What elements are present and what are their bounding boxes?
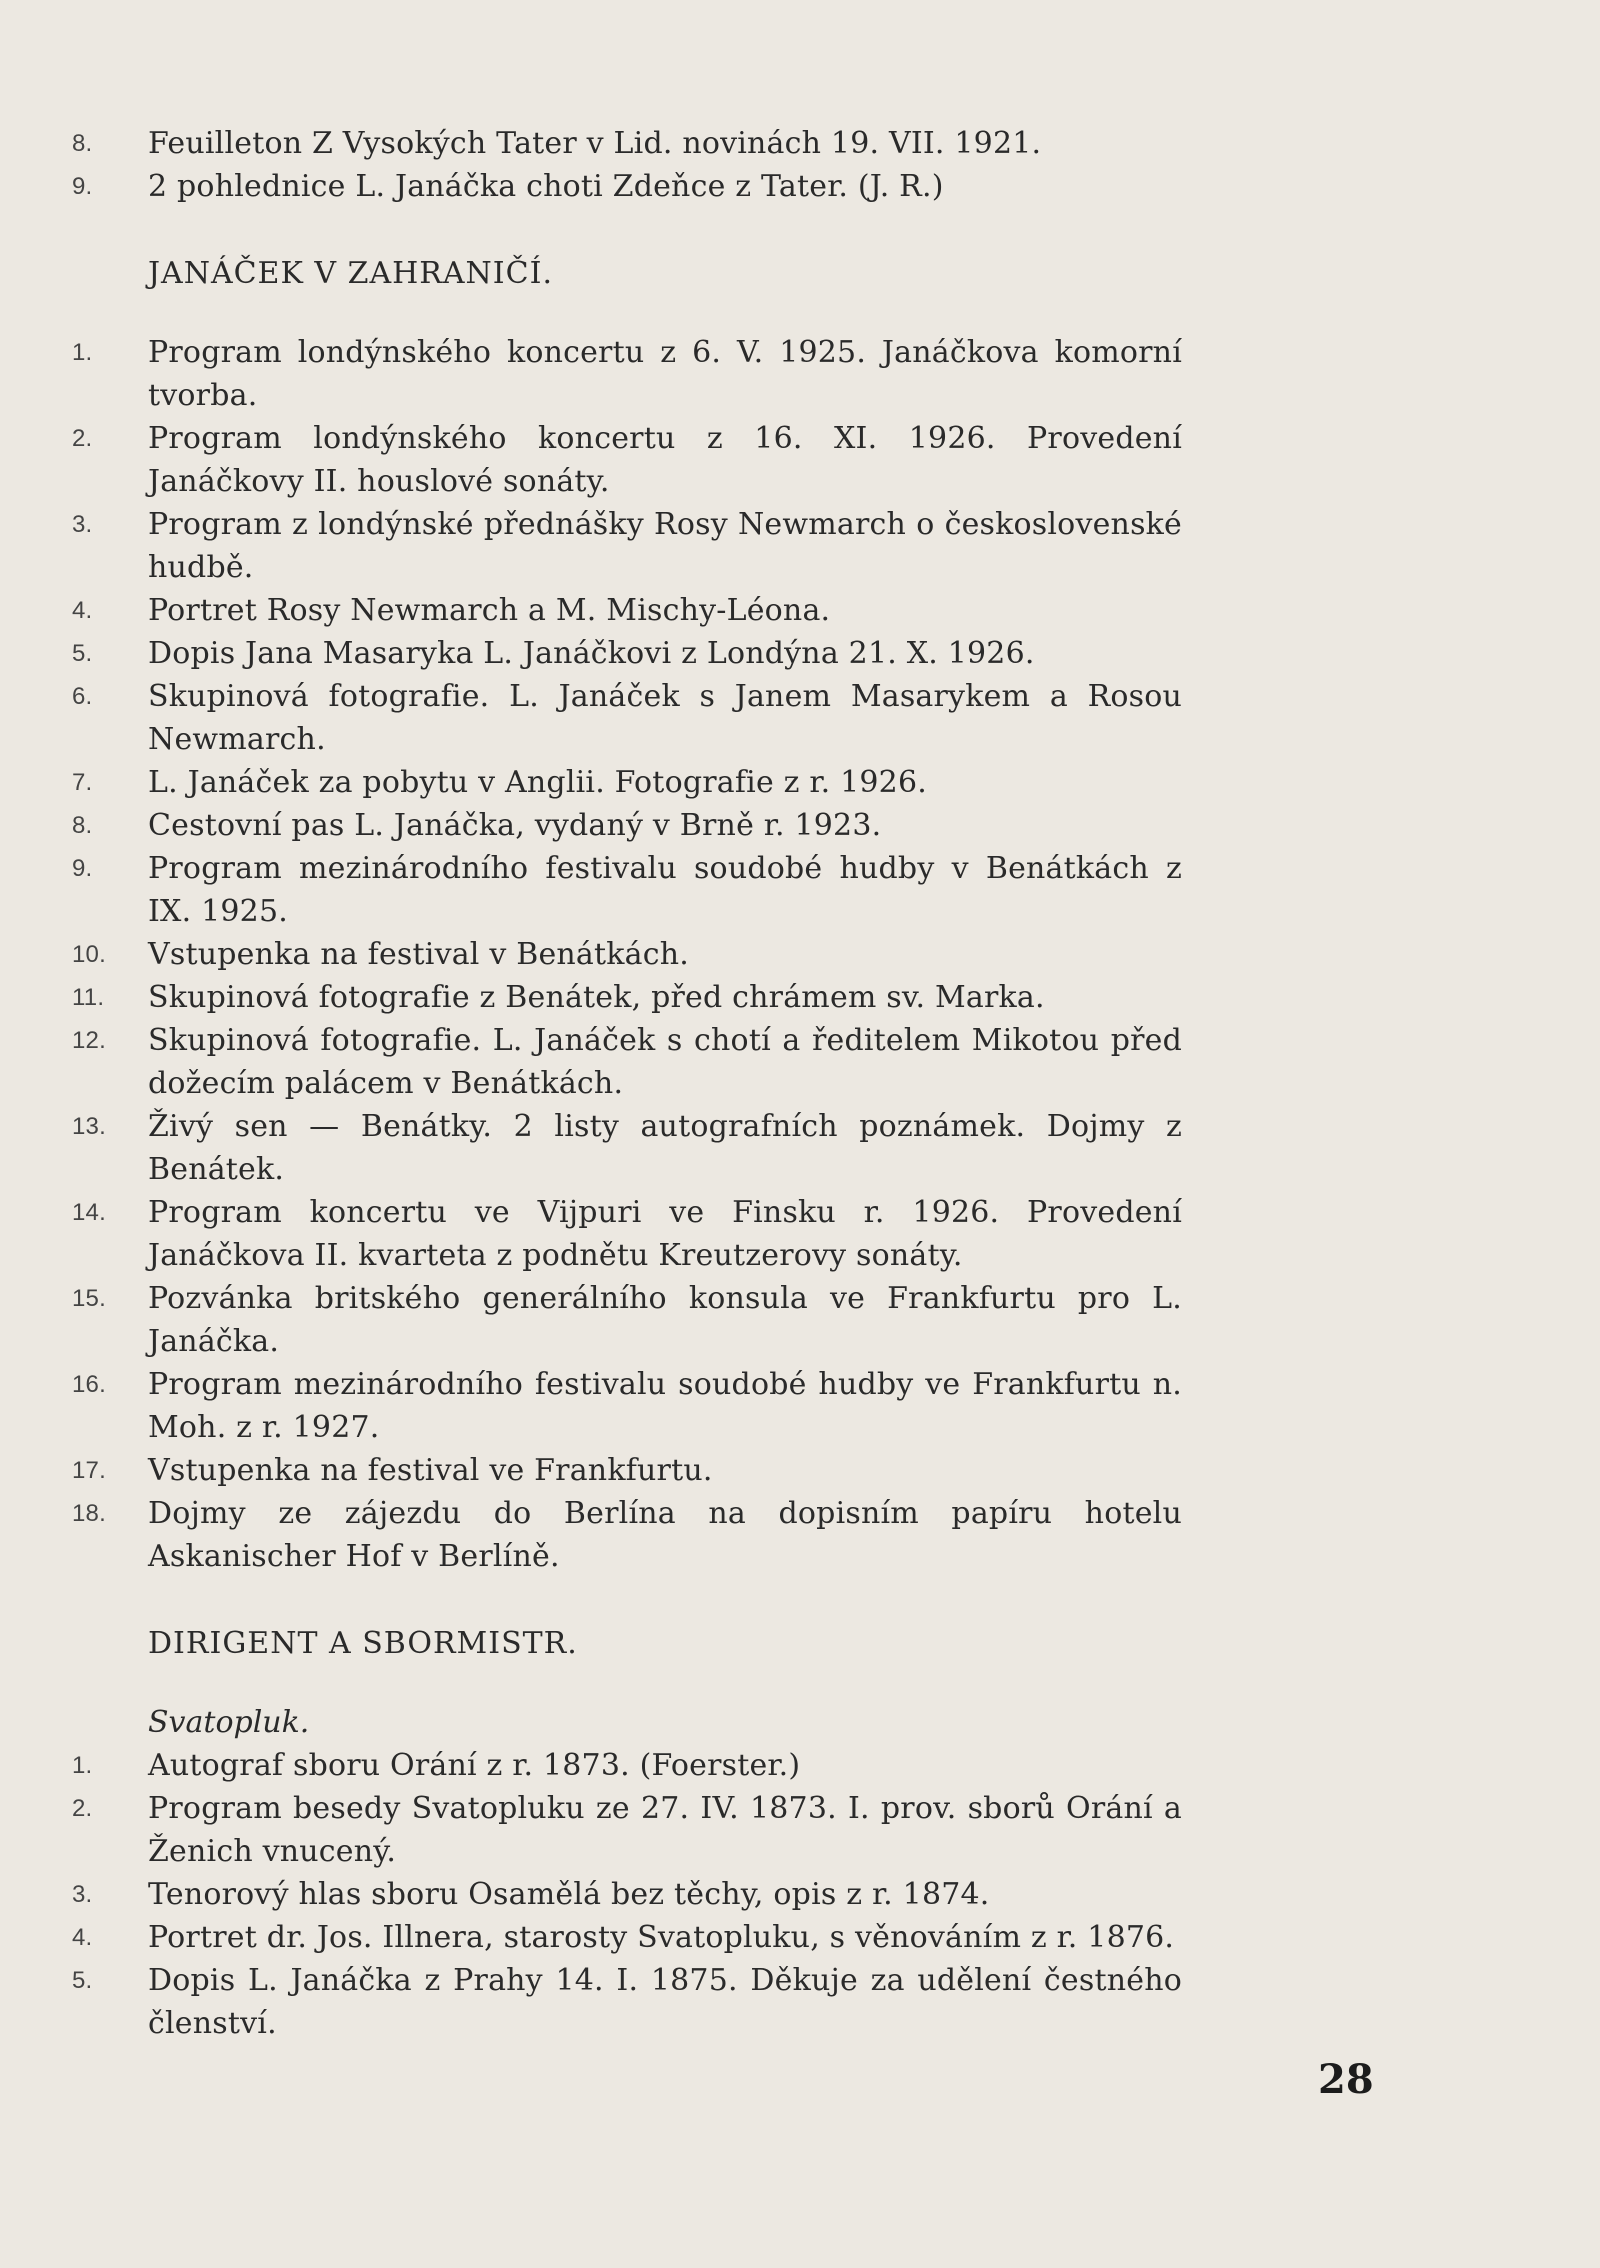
subsection-title: Svatopluk. [148,1705,310,1740]
item-text: Program londýnského koncertu z 6. V. 1925. Janáčkova komorní tvorba. [148,335,1182,413]
item-number: 9. [72,855,93,882]
item-number: 8. [72,130,93,157]
page-number: 28 [1318,2056,1374,2103]
list-item [62,503,1182,589]
item-text: Program koncertu ve Vijpuri ve Finsku r. 1926. Provedení Janáčkova II. kvarteta z podnětu Kreutzerovy sonáty. [148,1195,1182,1273]
list-item [62,761,1182,804]
item-number: 11. [72,984,105,1011]
item-text: Program mezinárodního festivalu soudobé hudby v Benátkách z IX. 1925. [148,851,1182,929]
list-item [62,1105,1182,1191]
item-number: 15. [72,1285,106,1312]
list-item [62,1191,1182,1277]
section-heading-conductor: DIRIGENT A SBORMISTR. [148,1626,578,1661]
item-text: Feuilleton Z Vysokých Tater v Lid. novinách 19. VII. 1921. [148,126,1042,161]
item-text: Cestovní pas L. Janáčka, vydaný v Brně r. 1923. [148,808,882,843]
item-number: 4. [72,1924,93,1951]
list-item [62,1873,1182,1916]
item-text: Vstupenka na festival ve Frankfurtu. [148,1453,713,1488]
item-number: 14. [72,1199,106,1226]
item-number: 18. [72,1500,106,1527]
item-number: 6. [72,683,93,710]
list-item [62,1959,1182,2045]
item-number: 5. [72,640,93,667]
item-number: 5. [72,1967,93,1994]
item-number: 16. [72,1371,106,1398]
item-text: Portret dr. Jos. Illnera, starosty Svatopluku, s věnováním z r. 1876. [148,1920,1175,1955]
item-text: Dopis L. Janáčka z Prahy 14. I. 1875. Děkuje za udělení čestného členství. [148,1963,1182,2041]
list-item [62,933,1182,976]
list-item [62,1363,1182,1449]
abroad-list [62,331,1182,1578]
item-number: 3. [72,511,93,538]
item-text: Vstupenka na festival v Benátkách. [148,937,689,972]
item-text: Dopis Jana Masaryka L. Janáčkovi z Londýna 21. X. 1926. [148,636,1035,671]
item-text: Program londýnského koncertu z 16. XI. 1926. Provedení Janáčkovy II. houslové sonáty. [148,421,1182,499]
list-item [62,1916,1182,1959]
list-item [62,847,1182,933]
item-number: 4. [72,597,93,624]
item-text: Pozvánka britského generálního konsula ve Frankfurtu pro L. Janáčka. [148,1281,1182,1359]
text-column [62,122,1182,2045]
list-item [62,1019,1182,1105]
item-number: 12. [72,1027,106,1054]
list-item [62,632,1182,675]
item-number: 13. [72,1113,106,1140]
top-list [62,122,1182,208]
list-item [62,1787,1182,1873]
list-item [62,1744,1182,1787]
item-number: 1. [72,1752,93,1779]
section-heading-abroad: JANÁČEK V ZAHRANIČÍ. [148,256,553,291]
item-number: 10. [72,941,106,968]
list-item [62,675,1182,761]
list-item [62,417,1182,503]
item-text: Tenorový hlas sboru Osamělá bez těchy, opis z r. 1874. [148,1877,990,1912]
item-number: 7. [72,769,93,796]
item-text: Autograf sboru Orání z r. 1873. (Foerster.) [148,1748,801,1783]
list-item [62,976,1182,1019]
item-text: Program z londýnské přednášky Rosy Newmarch o československé hudbě. [148,507,1182,585]
item-number: 3. [72,1881,93,1908]
item-text: Skupinová fotografie z Benátek, před chrámem sv. Marka. [148,980,1045,1015]
item-number: 17. [72,1457,106,1484]
list-item [62,122,1182,165]
item-text: Program mezinárodního festivalu soudobé hudby ve Frankfurtu n. Moh. z r. 1927. [148,1367,1182,1445]
item-text: Program besedy Svatopluku ze 27. IV. 1873. I. prov. sborů Orání a Ženich vnucený. [148,1791,1182,1869]
list-item [62,331,1182,417]
item-text: Živý sen — Benátky. 2 listy autografních poznámek. Dojmy z Benátek. [148,1109,1182,1187]
item-text: 2 pohlednice L. Janáčka choti Zdeňce z Tater. (J. R.) [148,169,944,204]
item-text: Skupinová fotografie. L. Janáček s Janem Masarykem a Rosou Newmarch. [148,679,1182,757]
item-text: Portret Rosy Newmarch a M. Mischy-Léona. [148,593,831,628]
item-number: 2. [72,1795,93,1822]
list-item [62,165,1182,208]
list-item [62,1449,1182,1492]
item-text: L. Janáček za pobytu v Anglii. Fotografie z r. 1926. [148,765,927,800]
list-item [62,804,1182,847]
list-item [62,589,1182,632]
item-number: 9. [72,173,93,200]
list-item [62,1277,1182,1363]
item-text: Skupinová fotografie. L. Janáček s chotí a ředitelem Mikotou před dožecím palácem v Benátkách. [148,1023,1182,1101]
item-number: 2. [72,425,93,452]
list-item [62,1492,1182,1578]
item-number: 1. [72,339,93,366]
item-number: 8. [72,812,93,839]
conductor-list [62,1744,1182,2045]
item-text: Dojmy ze zájezdu do Berlína na dopisním papíru hotelu Askanischer Hof v Berlíně. [148,1496,1182,1574]
